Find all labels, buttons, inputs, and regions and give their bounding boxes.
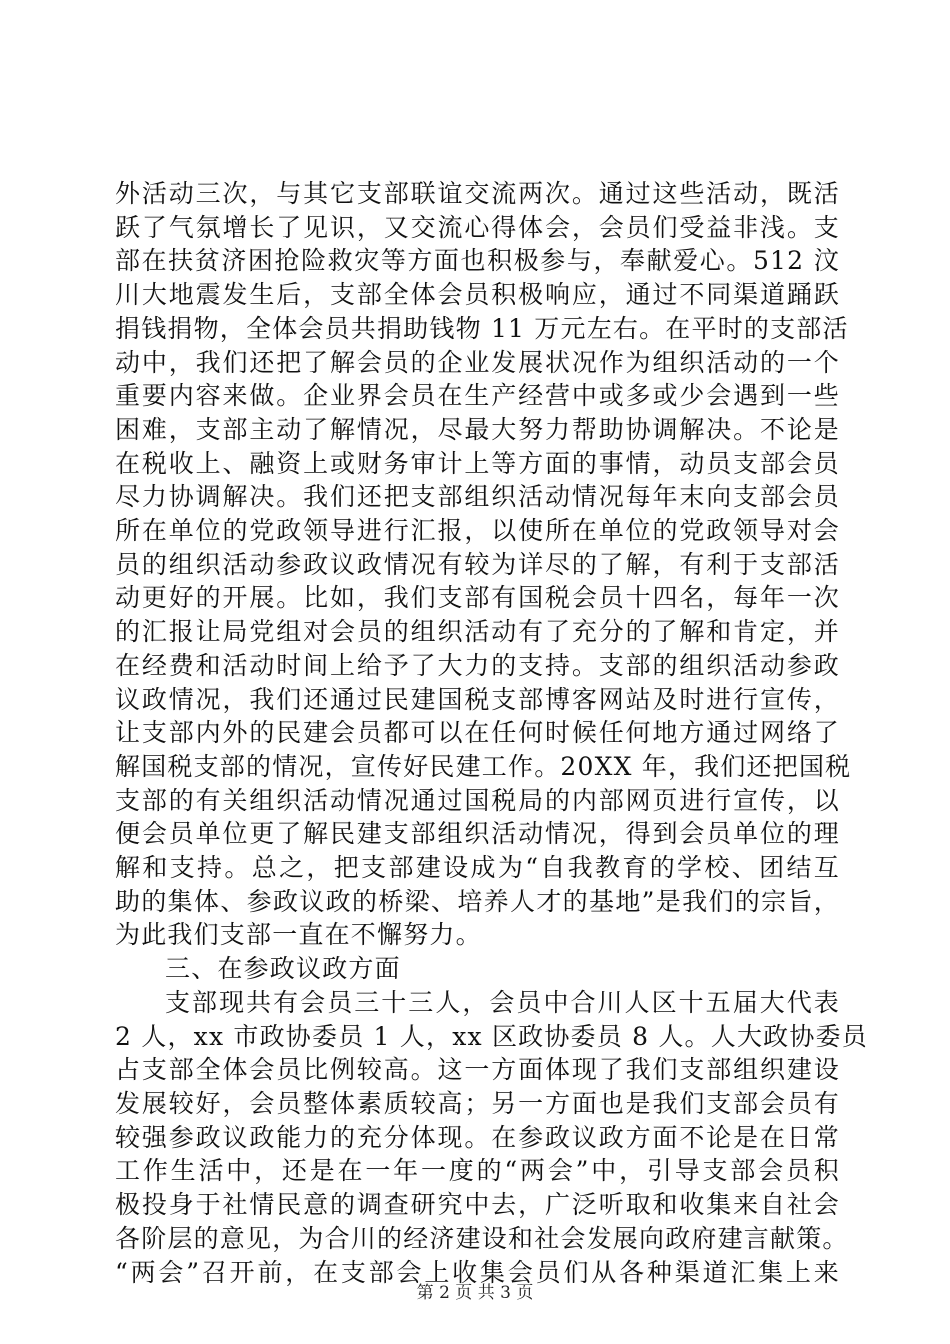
- text-line: 较强参政议政能力的充分体现。在参政议政方面不论是在日常: [115, 1122, 840, 1152]
- text-line: 2 人，xx 市政协委员 1 人，xx 区政协委员 8 人。人大政协委员: [115, 1021, 868, 1051]
- section-heading: 三、在参政议政方面: [165, 954, 401, 984]
- text-line: 助的集体、参政议政的桥梁、培养人才的基地”是我们的宗旨，: [115, 886, 840, 916]
- paragraph-first-line: 支部现共有会员三十三人，会员中合川人区十五届大代表: [165, 987, 840, 1017]
- text-line: 各阶层的意见，为合川的经济建设和社会发展向政府建言献策。: [115, 1223, 849, 1253]
- text-line: 极投身于社情民意的调查研究中去，广泛听取和收集来自社会: [115, 1190, 840, 1220]
- text-line: 让支部内外的民建会员都可以在任何时候任何地方通过网络了: [115, 718, 840, 748]
- text-line: 的汇报让局党组对会员的组织活动有了充分的了解和肯定，并: [115, 617, 840, 647]
- text-line: 跃了气氛增长了见识，又交流心得体会，会员们受益非浅。支: [115, 212, 840, 242]
- text-line: 在税收上、融资上或财务审计上等方面的事情，动员支部会员: [115, 448, 840, 478]
- text-line: “两会”召开前，在支部会上收集会员们从各种渠道汇集上来: [115, 1257, 840, 1287]
- text-line: 所在单位的党政领导进行汇报，以使所在单位的党政领导对会: [115, 516, 840, 546]
- text-line: 发展较好，会员整体素质较高；另一方面也是我们支部会员有: [115, 1088, 840, 1118]
- text-line: 动中，我们还把了解会员的企业发展状况作为组织活动的一个: [115, 347, 840, 377]
- text-line: 尽力协调解决。我们还把支部组织活动情况每年末向支部会员: [115, 482, 840, 512]
- text-line: 捐钱捐物，全体会员共捐助钱物 11 万元左右。在平时的支部活: [115, 313, 849, 343]
- text-line: 外活动三次，与其它支部联谊交流两次。通过这些活动，既活: [115, 179, 840, 208]
- body-text: [115, 177, 868, 1289]
- text-line: 便会员单位更了解民建支部组织活动情况，得到会员单位的理: [115, 819, 840, 849]
- text-line: 解和支持。总之，把支部建设成为“自我教育的学校、团结互: [115, 853, 840, 883]
- text-line: 动更好的开展。比如，我们支部有国税会员十四名，每年一次: [115, 583, 840, 613]
- text-line: 占支部全体会员比例较高。这一方面体现了我们支部组织建设: [115, 1055, 840, 1085]
- text-line: 困难，支部主动了解情况，尽最大努力帮助协调解决。不论是: [115, 414, 840, 444]
- text-line: 支部的有关组织活动情况通过国税局的内部网页进行宣传，以: [115, 785, 840, 815]
- text-line: 重要内容来做。企业界会员在生产经营中或多或少会遇到一些: [115, 381, 840, 411]
- text-line: 在经费和活动时间上给予了大力的支持。支部的组织活动参政: [115, 650, 840, 680]
- text-line: 议政情况，我们还通过民建国税支部博客网站及时进行宣传，: [115, 684, 840, 714]
- page-footer: 第 2 页 共 3 页: [416, 1283, 534, 1303]
- paragraph-end-line: 为此我们支部一直在不懈努力。: [115, 920, 482, 950]
- text-line: 解国税支部的情况，宣传好民建工作。20XX 年，我们还把国税: [115, 751, 852, 781]
- text-line: 部在扶贫济困抢险救灾等方面也积极参与，奉献爱心。512 汶: [115, 246, 840, 276]
- text-line: 工作生活中，还是在一年一度的“两会”中，引导支部会员积: [115, 1156, 840, 1186]
- text-line: 川大地震发生后，支部全体会员积极响应，通过不同渠道踊跃: [115, 280, 840, 310]
- text-line: 员的组织活动参政议政情况有较为详尽的了解，有利于支部活: [115, 549, 840, 579]
